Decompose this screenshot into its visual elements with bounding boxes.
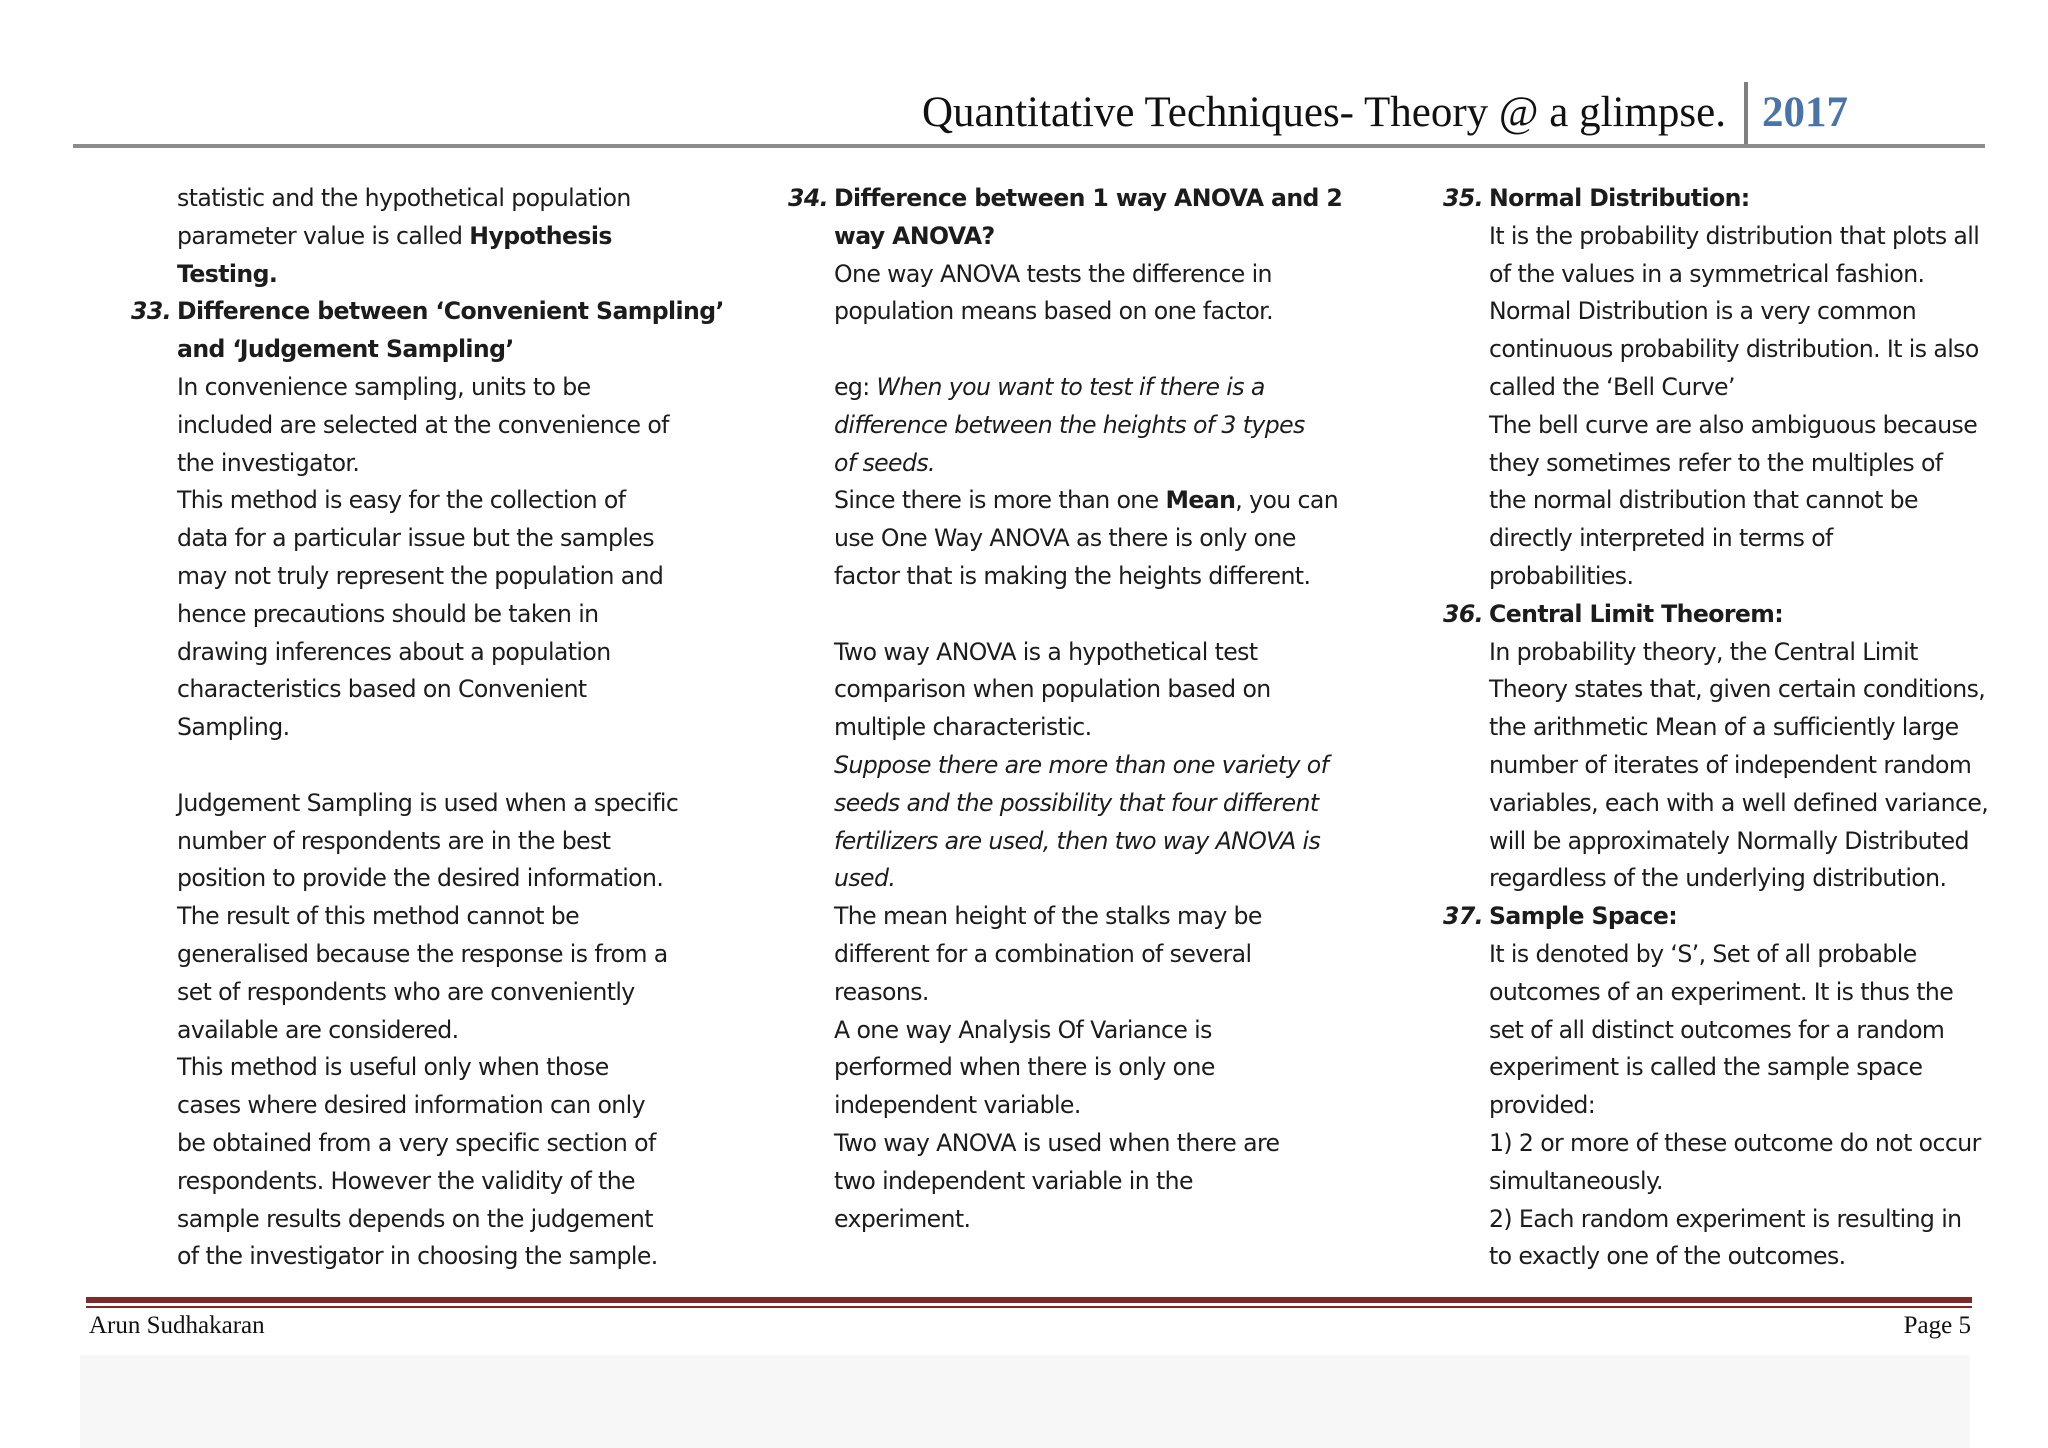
text-line: the investigator.	[177, 448, 360, 477]
text-line: Theory states that, given certain conditions,	[1489, 675, 1986, 704]
item-33-para-b	[177, 785, 677, 1276]
text-line: available are considered.	[177, 1015, 459, 1044]
text-line: population means based on one factor.	[834, 297, 1274, 326]
text-line: included are selected at the convenience of	[177, 410, 669, 439]
text-line: Two way ANOVA is a hypothetical test	[834, 637, 1258, 666]
item-37-title: 37. Sample Space:	[1489, 898, 1999, 936]
example-line: of seeds.	[834, 448, 935, 477]
text-line: outcomes of an experiment. It is thus the	[1489, 977, 1954, 1006]
document-year: 2017	[1762, 89, 1848, 136]
example-line: seeds and the possibility that four different	[834, 788, 1319, 817]
page-bottom-shade	[80, 1355, 1970, 1448]
text-line: number of iterates of independent random	[1489, 750, 1972, 779]
item-33-title-cont: and ‘Judgement Sampling’	[177, 335, 514, 364]
page-number: Page 5	[1903, 1312, 1971, 1339]
blank-line	[834, 331, 1344, 369]
item-33-title: 33. Difference between ‘Convenient Sampling’	[177, 293, 677, 331]
text-line: factor that is making the heights different.	[834, 561, 1311, 590]
document-title: Quantitative Techniques- Theory @ a glimpse.	[922, 82, 1748, 144]
text-line: position to provide the desired information.	[177, 864, 664, 893]
text-line: In probability theory, the Central Limit	[1489, 637, 1918, 666]
text-line: use One Way ANOVA as there is only one	[834, 524, 1296, 553]
text-line: called the ‘Bell Curve’	[1489, 372, 1735, 401]
text-line: directly interpreted in terms of	[1489, 524, 1833, 553]
item-35-title: 35. Normal Distribution:	[1489, 180, 1999, 218]
blank-line	[177, 747, 677, 785]
text-line: will be approximately Normally Distributed	[1489, 826, 1969, 855]
text-line: This method is easy for the collection of	[177, 486, 626, 515]
text-line: simultaneously.	[1489, 1166, 1663, 1195]
text-line: Sampling.	[177, 713, 290, 742]
text-line: hence precautions should be taken in	[177, 599, 599, 628]
text-line: data for a particular issue but the samples	[177, 524, 654, 553]
text-line: set of respondents who are conveniently	[177, 977, 635, 1006]
text-line: regardless of the underlying distribution.	[1489, 864, 1947, 893]
item-34-title-cont: way ANOVA?	[834, 221, 995, 250]
text-line: generalised because the response is from a	[177, 939, 668, 968]
text-line: sample results depends on the judgement	[177, 1204, 653, 1233]
column-right	[1443, 180, 1999, 1276]
column-left	[131, 180, 724, 1276]
item-number: 35.	[1443, 184, 1483, 212]
text-line: of the values in a symmetrical fashion.	[1489, 259, 1925, 288]
text-line: independent variable.	[834, 1091, 1081, 1120]
text-line: be obtained from a very specific section of	[177, 1128, 656, 1157]
header-divider	[73, 144, 1985, 148]
text-line: performed when there is only one	[834, 1053, 1215, 1082]
item-number: 36.	[1443, 599, 1483, 628]
footer-author: Arun Sudhakaran	[89, 1312, 265, 1339]
text-line: Judgement Sampling is used when a specific	[177, 788, 679, 817]
text-line: two independent variable in the	[834, 1166, 1193, 1195]
footer-divider-thin	[86, 1306, 1972, 1308]
text-line: One way ANOVA tests the difference in	[834, 259, 1272, 288]
text-line: Normal Distribution is a very common	[1489, 297, 1917, 326]
text-line: experiment.	[834, 1204, 971, 1233]
text-line: comparison when population based on	[834, 675, 1271, 704]
text-line: This method is useful only when those	[177, 1053, 609, 1082]
text-line: to exactly one of the outcomes.	[1489, 1242, 1846, 1271]
text-line: the normal distribution that cannot be	[1489, 486, 1918, 515]
text-line: reasons.	[834, 977, 929, 1006]
text-line: 1) 2 or more of these outcome do not occur	[1489, 1128, 1981, 1157]
page-header	[0, 0, 2048, 150]
text-line: Testing.	[177, 259, 278, 288]
footer-divider	[86, 1297, 1972, 1303]
text-line: of the investigator in choosing the sample.	[177, 1242, 658, 1271]
text-line: The bell curve are also ambiguous because	[1489, 410, 1978, 439]
item-number: 34.	[788, 184, 828, 212]
text-line: parameter value is called Hypothesis	[177, 221, 612, 250]
item-number: 37.	[1443, 902, 1483, 931]
item-36-title: 36. Central Limit Theorem:	[1489, 596, 1999, 634]
text-line: provided:	[1489, 1091, 1596, 1120]
text-line: variables, each with a well defined variance,	[1489, 788, 1989, 817]
text-line: probabilities.	[1489, 561, 1634, 590]
example-line: difference between the heights of 3 types	[834, 410, 1305, 439]
text-line: It is denoted by ‘S’, Set of all probable	[1489, 939, 1917, 968]
text-line: continuous probability distribution. It is also	[1489, 335, 1979, 364]
text-line: the arithmetic Mean of a sufficiently large	[1489, 713, 1959, 742]
text-line: A one way Analysis Of Variance is	[834, 1015, 1212, 1044]
example-line: Suppose there are more than one variety of	[834, 750, 1329, 779]
text-line: Since there is more than one Mean, you can	[834, 486, 1339, 515]
text-line: set of all distinct outcomes for a random	[1489, 1015, 1945, 1044]
column-middle	[788, 180, 1344, 1238]
text-line: number of respondents are in the best	[177, 826, 611, 855]
text-line: experiment is called the sample space	[1489, 1053, 1923, 1082]
text-line: The mean height of the stalks may be	[834, 902, 1262, 931]
text-line: they sometimes refer to the multiples of	[1489, 448, 1943, 477]
item-33-para-a	[177, 369, 677, 747]
item-34-title: 34. Difference between 1 way ANOVA and 2	[834, 180, 1344, 218]
blank-line	[834, 596, 1344, 634]
example-line: fertilizers are used, then two way ANOVA is	[834, 826, 1321, 855]
text-line: multiple characteristic.	[834, 713, 1092, 742]
text-line: drawing inferences about a population	[177, 637, 611, 666]
text-line: cases where desired information can only	[177, 1091, 645, 1120]
example-line: eg: When you want to test if there is a	[834, 372, 1265, 401]
text-line: 2) Each random experiment is resulting in	[1489, 1204, 1962, 1233]
text-line: Two way ANOVA is used when there are	[834, 1128, 1280, 1157]
text-line: respondents. However the validity of the	[177, 1166, 635, 1195]
text-line: It is the probability distribution that plots all	[1489, 221, 1980, 250]
item-number: 33.	[131, 297, 171, 326]
text-line: In convenience sampling, units to be	[177, 372, 591, 401]
text-line: statistic and the hypothetical population	[177, 184, 631, 212]
text-line: different for a combination of several	[834, 939, 1252, 968]
text-line: characteristics based on Convenient	[177, 675, 587, 704]
text-line: may not truly represent the population and	[177, 561, 664, 590]
example-line: used.	[834, 864, 896, 893]
text-line: The result of this method cannot be	[177, 902, 580, 931]
